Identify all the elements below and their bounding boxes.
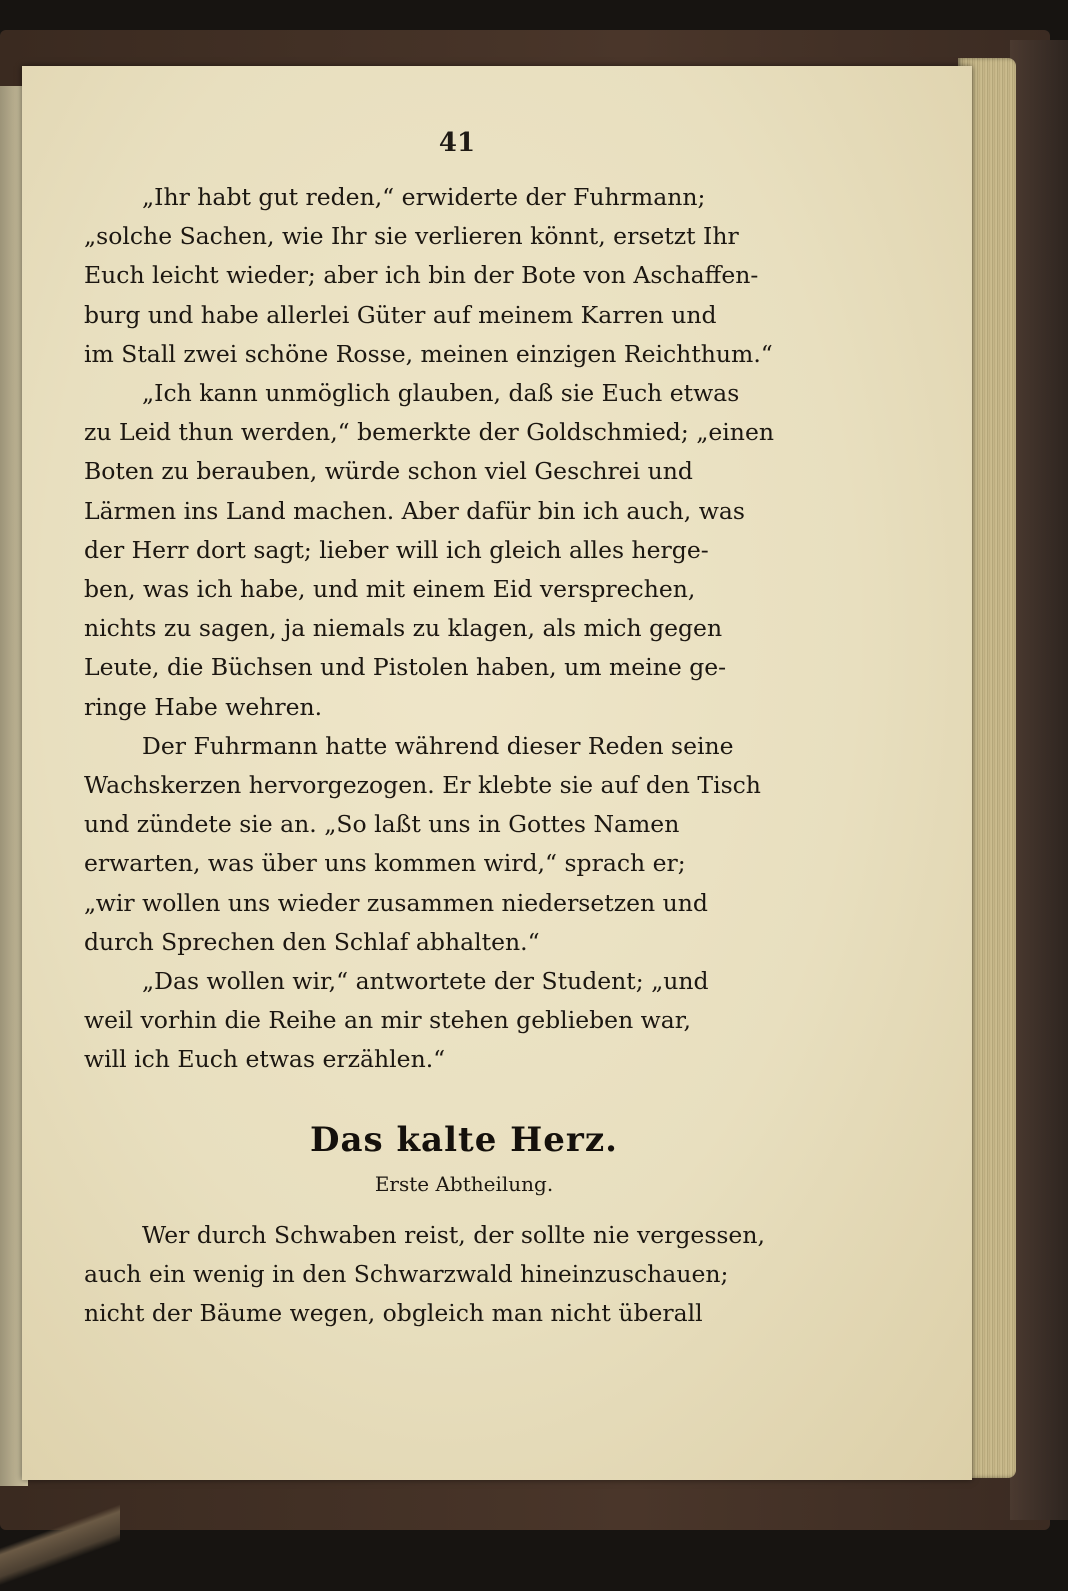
- text-line: im Stall zwei schöne Rosse, meinen einzigen Reichthum.“: [84, 339, 773, 368]
- paragraph: [84, 374, 844, 727]
- text-line: nicht der Bäume wegen, obgleich man nicht überall: [84, 1299, 703, 1328]
- text-line: „Ich kann unmöglich glauben, daß sie Euch etwas: [142, 379, 740, 408]
- story-title: Das kalte Herz.: [310, 1119, 618, 1160]
- text-line: erwarten, was über uns kommen wird,“ sprach er;: [84, 849, 686, 878]
- text-line: weil vorhin die Reihe an mir stehen geblieben war,: [84, 1006, 691, 1035]
- page-number: 41: [438, 128, 476, 158]
- text-line: nichts zu sagen, ja niemals zu klagen, als mich gegen: [84, 614, 723, 643]
- text-line: will ich Euch etwas erzählen.“: [84, 1045, 446, 1074]
- page-text: [84, 178, 844, 1333]
- paragraph: [84, 727, 844, 962]
- bookmark-ribbon: [0, 1490, 120, 1591]
- text-line: Wer durch Schwaben reist, der sollte nie vergessen,: [142, 1220, 765, 1249]
- text-line: auch ein wenig in den Schwarzwald hineinzuschauen;: [84, 1259, 729, 1288]
- text-line: durch Sprechen den Schlaf abhalten.“: [84, 927, 540, 956]
- text-line: Euch leicht wieder; aber ich bin der Bote von Aschaffen-: [84, 261, 759, 290]
- text-line: der Herr dort sagt; lieber will ich gleich alles herge-: [84, 535, 709, 564]
- story-paragraph: [84, 1216, 844, 1334]
- text-line: ben, was ich habe, und mit einem Eid versprechen,: [84, 575, 696, 604]
- paragraph: [84, 178, 844, 374]
- text-line: und zündete sie an. „So laßt uns in Gottes Namen: [84, 810, 680, 839]
- text-line: Leute, die Büchsen und Pistolen haben, um meine ge-: [84, 653, 727, 682]
- text-line: zu Leid thun werden,“ bemerkte der Goldschmied; „einen: [84, 418, 774, 447]
- text-line: „solche Sachen, wie Ihr sie verlieren könnt, ersetzt Ihr: [84, 222, 739, 251]
- text-line: „wir wollen uns wieder zusammen niedersetzen und: [84, 888, 708, 917]
- paragraph-list: [84, 178, 844, 1080]
- text-line: „Ihr habt gut reden,“ erwiderte der Fuhrmann;: [142, 183, 706, 211]
- text-line: Wachskerzen hervorgezogen. Er klebte sie auf den Tisch: [84, 771, 761, 800]
- story-paragraph-text: [84, 1216, 844, 1334]
- paragraph: [84, 962, 844, 1080]
- text-line: Der Fuhrmann hatte während dieser Reden seine: [142, 731, 734, 760]
- text-line: Boten zu berauben, würde schon viel Geschrei und: [84, 457, 693, 486]
- book-board-right: [1010, 40, 1068, 1520]
- text-line: Lärmen ins Land machen. Aber dafür bin ich auch, was: [84, 496, 745, 525]
- book-page: [22, 66, 972, 1480]
- text-line: ringe Habe wehren.: [84, 692, 323, 721]
- text-line: burg und habe allerlei Güter auf meinem Karren und: [84, 300, 717, 329]
- text-line: „Das wollen wir,“ antwortete der Student; „und: [142, 967, 709, 996]
- section-label: Erste Abtheilung.: [374, 1171, 554, 1196]
